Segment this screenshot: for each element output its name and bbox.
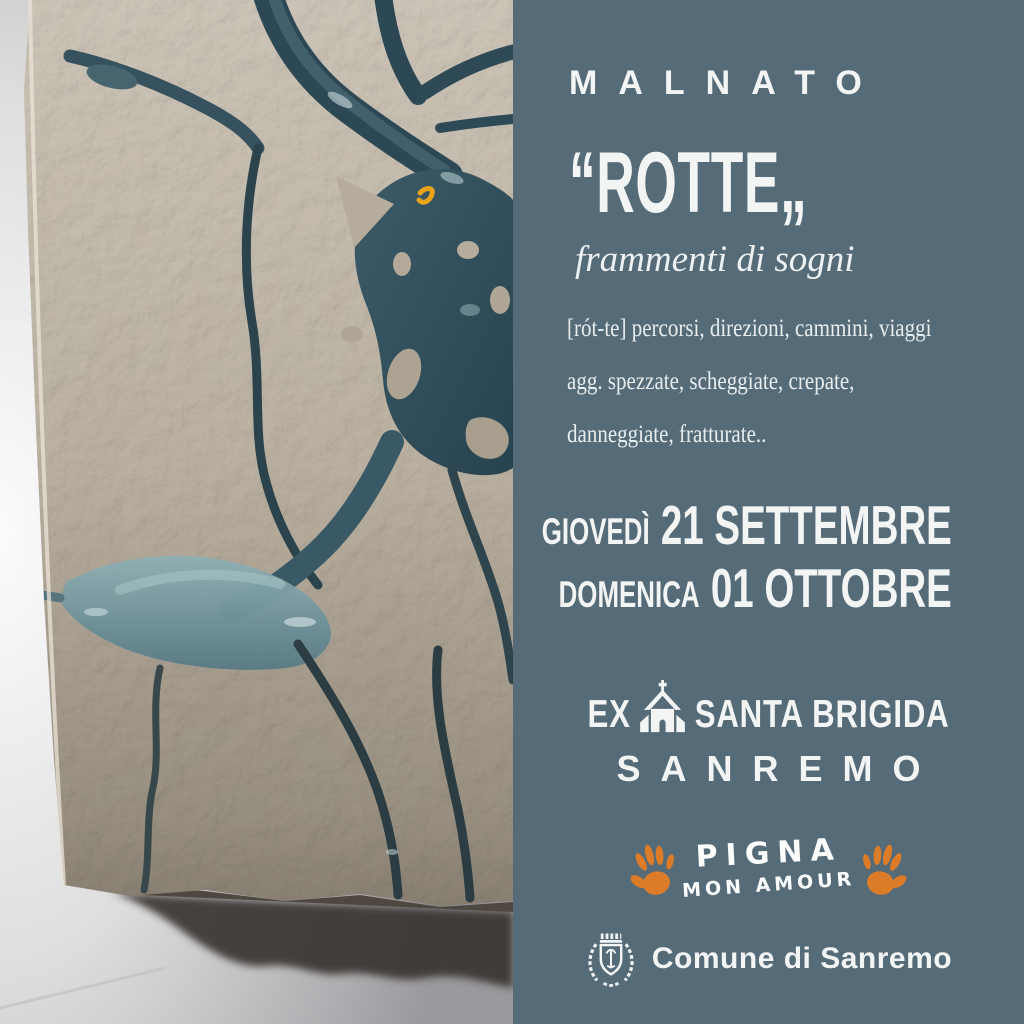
end-date: 01 OTTOBRE (710, 557, 952, 620)
handprint-icon (849, 832, 920, 906)
pigna-line2: MON AMOUR (681, 867, 856, 903)
pigna-logo-text (681, 832, 856, 903)
definition-text (567, 302, 931, 461)
pigna-mon-amour-logo (513, 828, 1024, 903)
venue-name: SANTA BRIGIDA (694, 693, 950, 737)
handprint-icon (617, 832, 688, 906)
definition-line: [rót-te] percorsi, direzioni, cammini, viaggi (567, 315, 932, 342)
end-date-line (542, 559, 952, 618)
comune-di-sanremo-logo (513, 930, 1024, 988)
venue-line (564, 680, 973, 737)
start-date-line (542, 496, 952, 555)
pigna-line1: PIGNA (694, 832, 843, 875)
church-icon (638, 680, 688, 734)
definition-line: agg. spezzate, scheggiate, crepate, (567, 368, 855, 395)
event-dates (366, 496, 952, 619)
exhibition-title: “ROTTE„ (569, 135, 808, 231)
start-date: 21 SETTEMBRE (661, 494, 952, 556)
artist-name: MALNATO (569, 64, 883, 102)
definition-line: danneggiate, fratturate.. (567, 421, 767, 448)
comune-label: Comune di Sanremo (651, 942, 953, 975)
sanremo-coat-of-arms-icon (585, 930, 637, 988)
info-panel (513, 0, 1024, 1024)
exhibition-subtitle: frammenti di sogni (575, 239, 855, 280)
end-day-name: DOMENICA (558, 574, 700, 616)
venue-prefix: EX (587, 693, 631, 737)
start-day-name: GIOVEDÌ (541, 511, 650, 552)
venue-city: SANREMO (616, 748, 941, 789)
